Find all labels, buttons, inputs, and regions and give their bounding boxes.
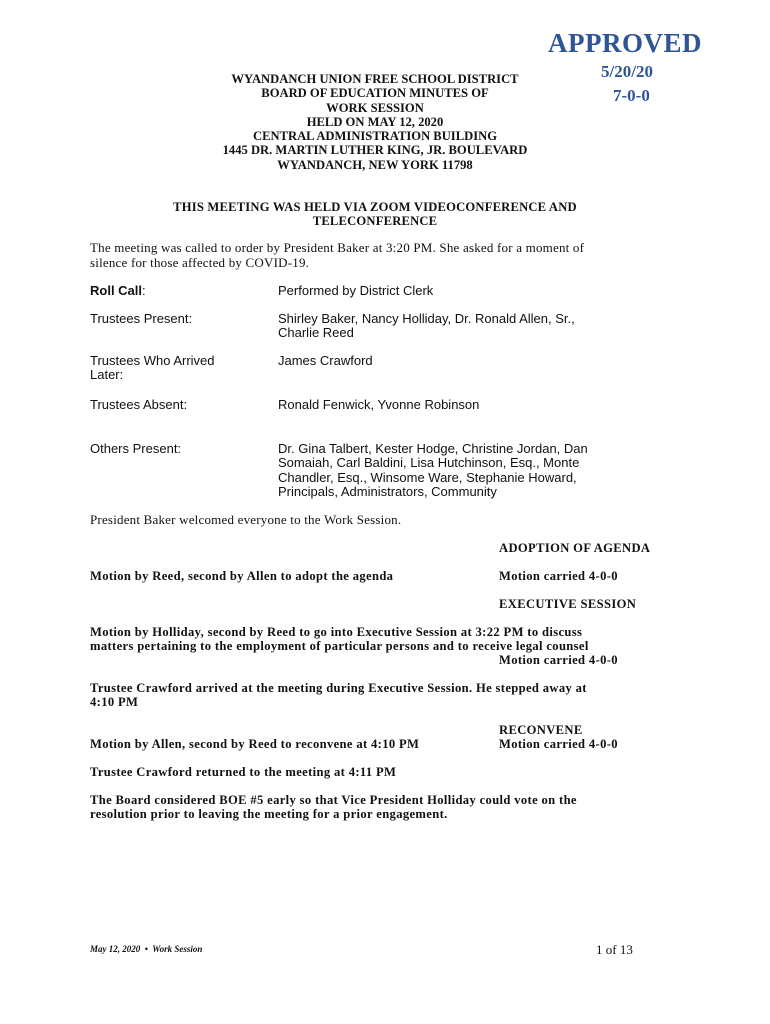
call-to-order-line-1: The meeting was called to order by President Baker at 3:20 PM. She asked for a moment of: [90, 240, 585, 255]
others-present-line-1: Dr. Gina Talbert, Kester Hodge, Christine Jordan, Dan: [278, 441, 588, 456]
roll-call-value: Performed by District Clerk: [278, 283, 434, 298]
boe5-paragraph: [90, 793, 670, 822]
footer-date-session: May 12, 2020 • Work Session: [90, 944, 203, 954]
trustees-late-label: [90, 354, 270, 383]
trustees-late-value: James Crawford: [278, 353, 373, 368]
executive-motion-line-2: matters pertaining to the employment of particular persons and to receive legal counsel: [90, 639, 589, 654]
boe5-line-1: The Board considered BOE #5 early so that Vice President Holliday could vote on the: [90, 793, 577, 807]
header-line-district: WYANDANCH UNION FREE SCHOOL DISTRICT: [231, 72, 519, 86]
trustees-late-label-line-2: Later:: [90, 367, 124, 383]
roll-call-label: [90, 284, 270, 298]
trustees-present-line-1: Shirley Baker, Nancy Holliday, Dr. Ronald Allen, Sr.,: [278, 311, 575, 326]
header-line-address: 1445 DR. MARTIN LUTHER KING, JR. BOULEVARD: [222, 143, 528, 158]
crawford-arrival-line-2: 4:10 PM: [90, 695, 139, 710]
executive-motion-line-1: Motion by Holliday, second by Reed to go into Executive Session at 3:22 PM to discuss: [90, 625, 583, 639]
approved-stamp: APPROVED: [548, 28, 702, 58]
approval-date: 5/20/20: [601, 62, 653, 81]
crawford-arrival: [90, 681, 670, 710]
executive-result: Motion carried 4-0-0: [499, 653, 618, 667]
trustees-late-label-line-1: Trustees Who Arrived: [90, 353, 215, 368]
trustees-present-value: [278, 312, 658, 341]
executive-heading: EXECUTIVE SESSION: [499, 597, 637, 611]
others-present-line-3: Chandler, Esq., Winsome Ware, Stephanie Howard,: [278, 469, 577, 485]
trustees-present-line-2: Charlie Reed: [278, 325, 354, 341]
header-line-session: WORK SESSION: [326, 100, 424, 115]
agenda-result: Motion carried 4-0-0: [499, 569, 618, 583]
reconvene-result: Motion carried 4-0-0: [499, 737, 618, 751]
approval-vote: 7-0-0: [613, 86, 650, 105]
call-to-order-line-2: silence for those affected by COVID-19.: [90, 254, 310, 270]
roll-call-heading: Roll Call: [90, 283, 143, 298]
crawford-arrival-line-1: Trustee Crawford arrived at the meeting during Executive Session. He stepped away at: [90, 681, 587, 695]
call-to-order: [90, 241, 660, 271]
executive-motion: [90, 625, 670, 654]
zoom-notice: [90, 200, 660, 229]
zoom-notice-line-1: THIS MEETING WAS HELD VIA ZOOM VIDEOCONFERENCE AND: [173, 200, 577, 214]
header-line-building: CENTRAL ADMINISTRATION BUILDING: [253, 129, 497, 144]
header-line-date: HELD ON MAY 12, 2020: [306, 114, 444, 129]
roll-call-colon: :: [142, 283, 146, 298]
header-line-board: BOARD OF EDUCATION MINUTES OF: [261, 86, 489, 101]
trustees-absent-value: Ronald Fenwick, Yvonne Robinson: [278, 397, 480, 412]
boe5-line-2: resolution prior to leaving the meeting for a prior engagement.: [90, 807, 448, 822]
trustees-present-label: Trustees Present:: [90, 311, 193, 326]
page-number: 1 of 13: [596, 942, 633, 957]
others-present-line-4: Principals, Administrators, Community: [278, 484, 497, 500]
document-header: [90, 72, 660, 172]
others-present-line-2: Somaiah, Carl Baldini, Lisa Hutchinson, Esq., Monte: [278, 455, 580, 471]
agenda-heading: ADOPTION OF AGENDA: [499, 541, 651, 555]
trustees-absent-label: Trustees Absent:: [90, 397, 188, 412]
zoom-notice-line-2: TELECONFERENCE: [312, 214, 438, 229]
welcome-paragraph: President Baker welcomed everyone to the Work Session.: [90, 512, 402, 527]
reconvene-heading: RECONVENE: [499, 723, 583, 737]
header-line-city: WYANDANCH, NEW YORK 11798: [277, 157, 473, 172]
reconvene-motion: Motion by Allen, second by Reed to reconvene at 4:10 PM: [90, 737, 420, 751]
agenda-motion: Motion by Reed, second by Allen to adopt the agenda: [90, 569, 394, 583]
others-present-label: Others Present:: [90, 441, 182, 456]
others-present-value: [278, 442, 658, 500]
crawford-return: Trustee Crawford returned to the meeting at 4:11 PM: [90, 765, 397, 779]
